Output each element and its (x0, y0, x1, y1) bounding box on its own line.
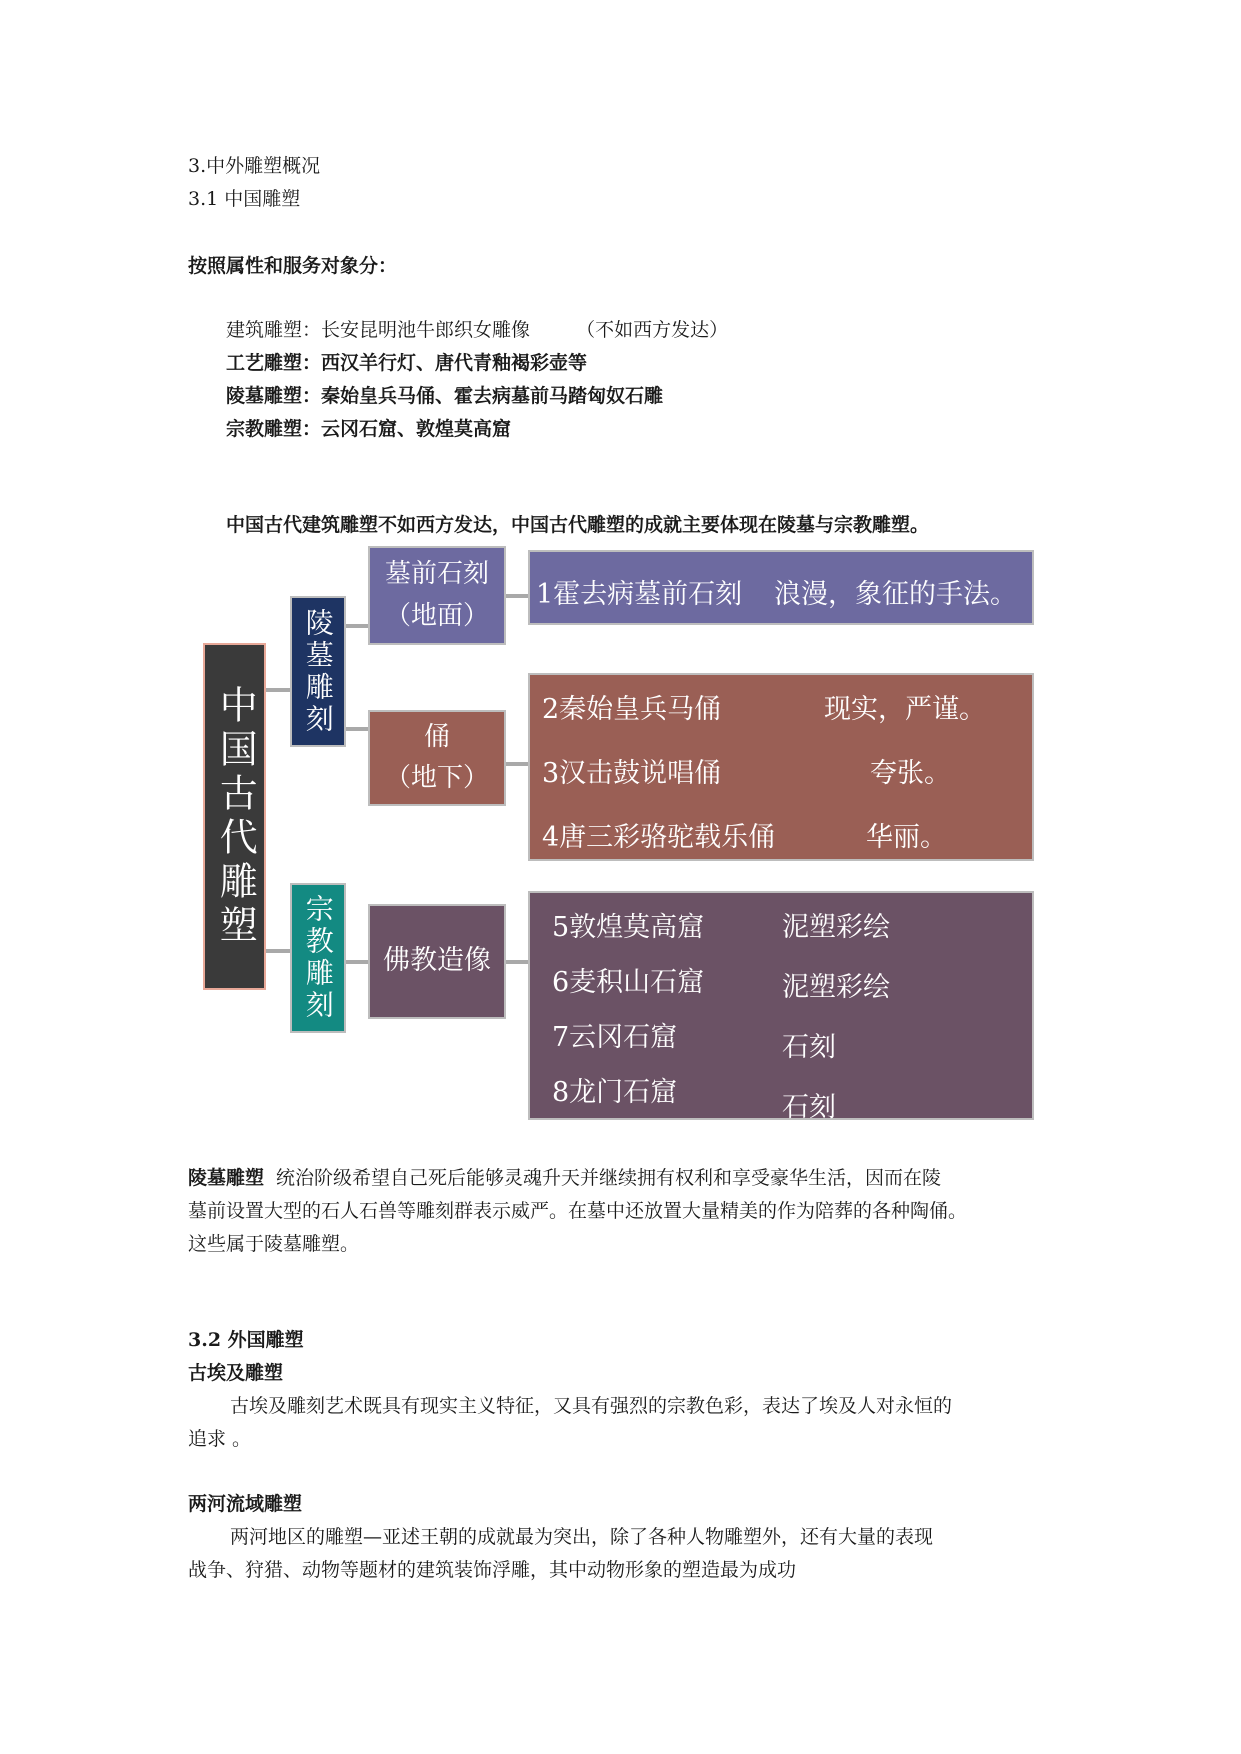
box3-item-name: 8龙门石窟 (552, 1077, 678, 1108)
classify-title: 按照属性和服务对象分： (188, 255, 398, 277)
box2-item-desc: 现实，严谨。 (824, 694, 986, 725)
box2-item-desc: 夸张。 (870, 758, 951, 789)
box1-name: 1霍去病墓前石刻 (536, 579, 743, 610)
diagram-caption: 中国古代建筑雕塑不如西方发达，中国古代雕塑的成就主要体现在陵墓与宗教雕塑。 (226, 514, 930, 536)
connector (266, 688, 290, 692)
connector (506, 762, 528, 766)
detail-box-religious (528, 891, 1034, 1123)
tomb-para-line-3: 这些属于陵墓雕塑。 (188, 1233, 360, 1255)
connector (346, 960, 368, 964)
connector (506, 960, 528, 964)
box3-item-desc: 泥塑彩绘 (782, 912, 890, 943)
node-figurine (368, 710, 506, 806)
box2-item-name: 3汉击鼓说唱俑 (542, 758, 722, 789)
connector (346, 624, 368, 628)
box2-item-desc: 华丽。 (866, 822, 947, 853)
root-node (203, 643, 266, 990)
subsection-heading-foreign: 3.2 外国雕塑 (188, 1329, 304, 1351)
node-buddhist-statue (368, 904, 506, 1019)
box3-item-desc: 石刻 (782, 1032, 836, 1063)
box2-item-name: 4唐三彩骆驼载乐俑 (542, 822, 776, 853)
detail-box-stone (528, 550, 1034, 625)
root-label: 中国古代雕塑 (213, 684, 258, 949)
connector (506, 594, 528, 598)
category-tomb: 陵墓雕塑：秦始皇兵马俑、霍去病墓前马踏匈奴石雕 (226, 385, 664, 407)
category-label: 建筑雕塑：长安昆明池牛郎织女雕像 (226, 319, 531, 341)
node-stone-carving (368, 546, 506, 645)
egypt-title: 古埃及雕塑 (188, 1362, 284, 1384)
branch-religion (290, 883, 346, 1033)
detail-box-figurine (528, 673, 1034, 861)
category-craft: 工艺雕塑：西汉羊行灯、唐代青釉褐彩壶等 (226, 352, 588, 374)
meso-line-2: 战争、狩猎、动物等题材的建筑装饰浮雕，其中动物形象的塑造最为成功 (188, 1559, 797, 1581)
tomb-para-line-2: 墓前设置大型的石人石兽等雕刻群表示威严。在墓中还放置大量精美的作为陪葬的各种陶俑。 (188, 1200, 968, 1222)
node-figure-sub: （地下） (384, 763, 489, 793)
tomb-para-line-1 (188, 1166, 941, 1190)
egypt-line-1: 古埃及雕刻艺术既具有现实主义特征，又具有强烈的宗教色彩，表达了埃及人对永恒的 (230, 1395, 953, 1417)
node-buddha-label: 佛教造像 (383, 945, 491, 977)
tomb-para-term: 陵墓雕塑 (188, 1167, 265, 1189)
branch-religion-label: 宗教雕刻 (301, 894, 335, 1022)
tomb-para-text: 统治阶级希望自己死后能够灵魂升天并继续拥有权利和享受豪华生活，因而在陵 (276, 1167, 942, 1189)
node-stone-sub: （地面） (384, 600, 489, 631)
branch-tomb-label: 陵墓雕刻 (301, 607, 335, 736)
node-stone-label: 墓前石刻 (384, 559, 489, 590)
box3-item-name: 5敦煌莫高窟 (552, 912, 705, 943)
egypt-line-2: 追求 。 (188, 1428, 252, 1450)
meso-line-1: 两河地区的雕塑—亚述王朝的成就最为突出，除了各种人物雕塑外，还有大量的表现 (230, 1526, 934, 1548)
box3-item-name: 6麦积山石窟 (552, 967, 705, 998)
box3-item-name: 7云冈石窟 (552, 1022, 678, 1053)
category-architecture (226, 318, 728, 342)
meso-title: 两河流域雕塑 (188, 1493, 303, 1515)
box3-item-desc: 泥塑彩绘 (782, 972, 890, 1003)
connector (266, 949, 290, 953)
box2-item-name: 2秦始皇兵马俑 (542, 694, 722, 725)
branch-tomb (290, 596, 346, 747)
connector (346, 727, 368, 731)
section-heading: 3.中外雕塑概况 (188, 155, 321, 177)
subsection-heading-china: 3.1 中国雕塑 (188, 188, 301, 210)
box1-desc: 浪漫，象征的手法。 (774, 579, 1017, 610)
category-religion: 宗教雕塑：云冈石窟、敦煌莫高窟 (226, 418, 512, 440)
category-note: （不如西方发达） (576, 319, 729, 341)
node-figure-label: 俑 (423, 721, 450, 752)
box3-item-desc: 石刻 (782, 1092, 836, 1123)
